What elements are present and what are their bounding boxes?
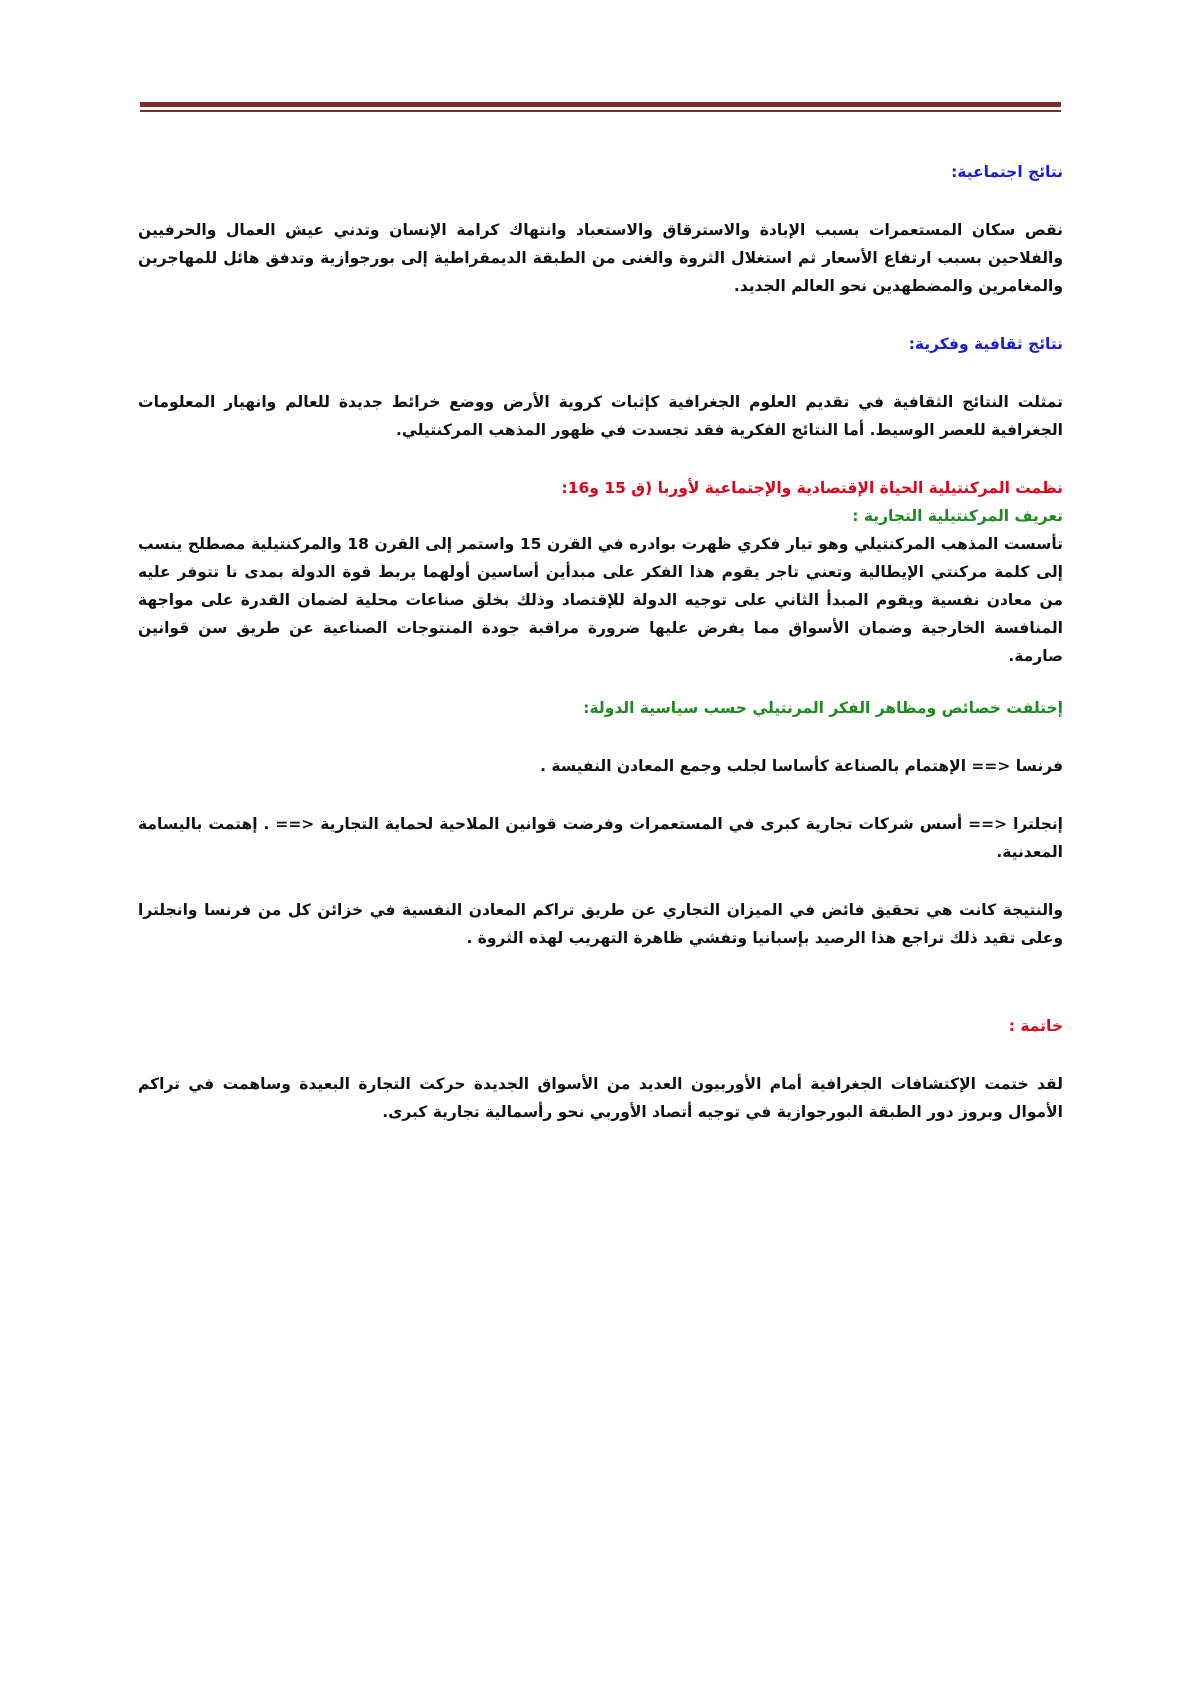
conclusion-paragraph: لقد ختمت الإكتشافات الجغرافية أمام الأوربيون العديد من الأسواق الجديدة حركت التجارة البعيدة وساهمت في تراكم الأموال وبروز دور الطبقة البورجوازية في توجيه أتصاد الأوربي نحو رأسمالية تجارية كبرى.: [138, 1075, 1063, 1121]
header-rule-thin: [140, 110, 1061, 112]
social-results-paragraph: نقص سكان المستعمرات بسبب الإبادة والاسترقاق والاستعباد وانتهاك كرامة الإنسان وتدني عيش العمال والحرفيين والفلاحين بسبب ارتفاع الأسعار ثم استغلال الثروة والغنى من الطبقة الديمقراطية إلى بورجوازية وتدفق هائل للمهاجرين والمغامرين والمضطهدين نحو العالم الجديد.: [138, 221, 1063, 295]
mercantilism-definition-heading: تعريف المركنتيلية التجارية :: [852, 507, 1063, 525]
result-paragraph: والنتيجة كانت هي تحقيق فائض في الميزان التجاري عن طريق تراكم المعادن النفسية في خزائن كل من فرنسا وانجلترا وعلى تقيد ذلك تراجع هذا الرصيد بإسبانيا وتفشي ظاهرة التهريب لهذه الثروة .: [138, 901, 1063, 947]
header-rule: [140, 102, 1061, 107]
mercantilism-heading: نظمت المركنتيلية الحياة الإقتصادية والإجتماعية لأوربا (ق 15 و16:: [561, 479, 1063, 497]
conclusion-heading: خاتمة :: [1008, 1017, 1063, 1035]
social-results-heading: نتائج اجتماعية:: [951, 163, 1063, 181]
cultural-results-paragraph: تمثلت النتائج الثقافية في تقديم العلوم الجغرافية كإثبات كروية الأرض ووضع خرائط جديدة للعالم وانهيار المعلومات الجغرافية للعصر الوسيط. أما النتائج الفكرية فقد تجسدت في ظهور المذهب المركنتيلي.: [138, 393, 1063, 439]
characteristics-heading: إختلفت خصائص ومظاهر الفكر المرنتيلي حسب سياسية الدولة:: [583, 699, 1063, 717]
france-paragraph: فرنسا <== الإهتمام بالصناعة كأساسا لجلب وجمع المعادن النفيسة .: [540, 757, 1063, 775]
mercantilism-paragraph: تأسست المذهب المركنتيلي وهو تيار فكري ظهرت بوادره في القرن 15 واستمر إلى القرن 18 والمركنتيلية مصطلح ينسب إلى كلمة مركنتي الإيطالية وتعني تاجر يقوم هذا الفكر على مبدأين أساسين أولهما يربط قوة الدولة بمدى نا تتوفر عليه من معادن نفسية ويقوم المبدأ الثاني على توجيه الدولة للإقتصاد وذلك بخلق صناعات محلية لضمان القدرة على مواجهة المنافسة الخارجية وضمان الأسواق مما يفرض عليها ضرورة مراقبة جودة المنتوجات الصناعية عن طريق سن قوانين صارمة.: [138, 535, 1063, 665]
cultural-results-heading: نتائج ثقافية وفكرية:: [908, 335, 1063, 353]
england-paragraph: إنجلترا <== أسس شركات تجارية كبرى في المستعمرات وفرضت قوانين الملاحية لحماية التجارية <== . إهتمت باليسامة المعدنية.: [138, 815, 1063, 861]
document-body: [138, 158, 1063, 1126]
